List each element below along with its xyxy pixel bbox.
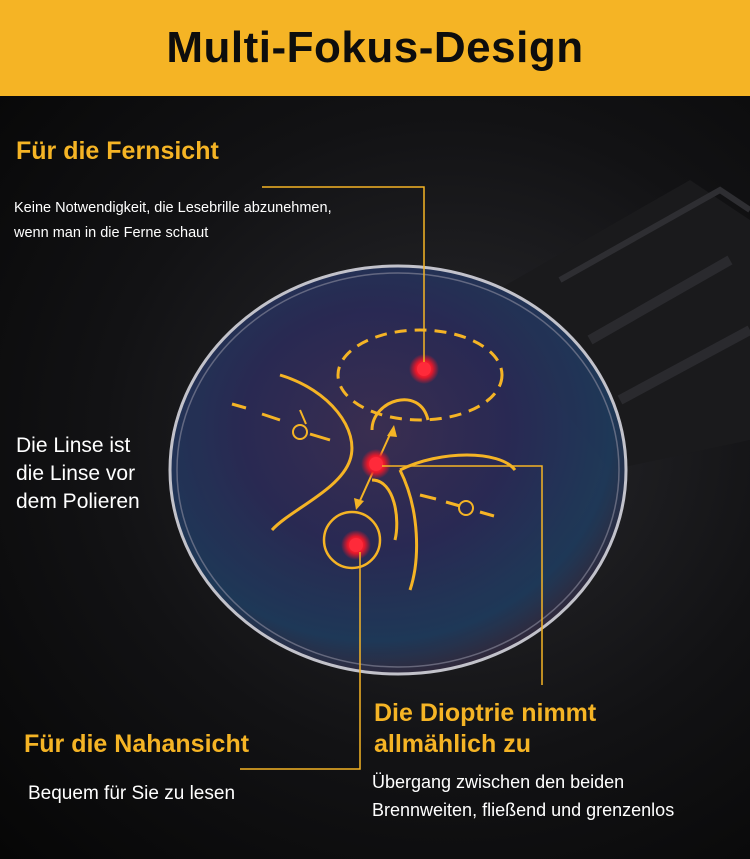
diopter-heading-line-2: allmählich zu xyxy=(374,730,531,758)
banner-title: Multi-Fokus-Design xyxy=(166,23,584,72)
diopter-line-1: Übergang zwischen den beiden xyxy=(372,772,625,792)
lens-note-line-2: die Linse vor xyxy=(16,462,136,485)
far-vision-heading: Für die Fernsicht xyxy=(16,137,219,165)
title-banner xyxy=(0,0,750,96)
lens-note-line-3: dem Polieren xyxy=(16,490,140,513)
far-vision-line-1: Keine Notwendigkeit, die Lesebrille abzunehmen, xyxy=(14,200,332,216)
near-vision-heading: Für die Nahansicht xyxy=(24,730,250,758)
diopter-line-2: Brennweiten, fließend und grenzenlos xyxy=(372,800,675,820)
near-vision-text: Bequem für Sie zu lesen xyxy=(28,783,236,804)
diopter-heading-line-1: Die Dioptrie nimmt xyxy=(374,699,597,727)
lens-illustration-area xyxy=(0,96,750,859)
far-vision-line-2: wenn man in die Ferne schaut xyxy=(14,225,209,241)
lens-disc xyxy=(170,266,626,674)
lens-note-line-1: Die Linse ist xyxy=(16,434,131,457)
